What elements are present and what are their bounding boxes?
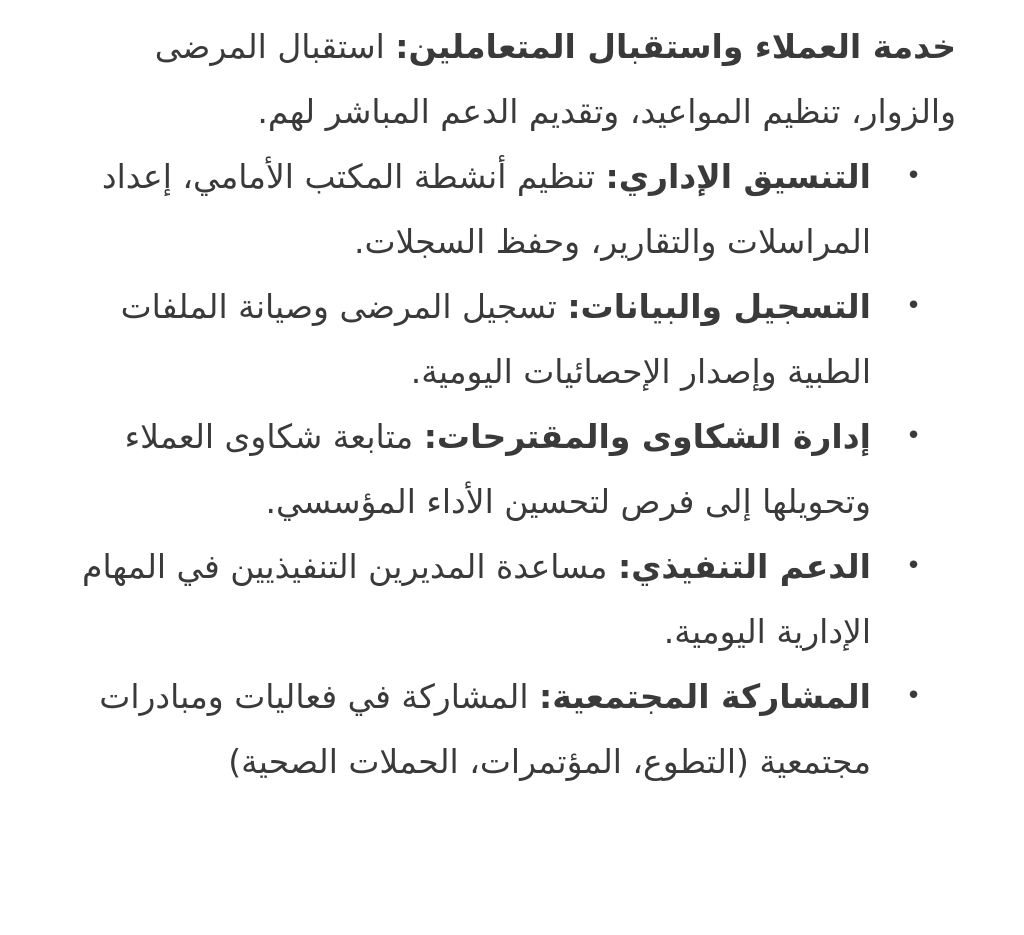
item-heading: الدعم التنفيذي: xyxy=(617,547,871,586)
document-body xyxy=(60,14,956,794)
intro-text: استقبال المرضى والزوار، تنظيم المواعيد، وتقديم الدعم المباشر لهم. xyxy=(154,27,956,131)
bullet-icon: • xyxy=(905,681,922,711)
responsibilities-list xyxy=(60,144,956,794)
item-text: مساعدة المديرين التنفيذيين في المهام الإدارية اليومية. xyxy=(82,547,871,651)
list-item xyxy=(60,274,956,404)
item-text: تسجيل المرضى وصيانة الملفات الطبية وإصدار الإحصائيات اليومية. xyxy=(120,287,871,391)
bullet-icon: • xyxy=(905,551,922,581)
item-heading: التنسيق الإداري: xyxy=(605,157,871,196)
list-item xyxy=(60,404,956,534)
list-item xyxy=(60,534,956,664)
item-text: المشاركة في فعاليات ومبادرات مجتمعية (التطوع، المؤتمرات، الحملات الصحية) xyxy=(99,677,871,781)
list-item xyxy=(60,144,956,274)
bullet-icon: • xyxy=(905,291,922,321)
item-heading: إدارة الشكاوى والمقترحات: xyxy=(423,417,871,456)
intro-paragraph xyxy=(60,14,956,144)
bullet-icon: • xyxy=(905,421,922,451)
item-text: تنظيم أنشطة المكتب الأمامي، إعداد المراسلات والتقارير، وحفظ السجلات. xyxy=(101,157,871,261)
item-heading: التسجيل والبيانات: xyxy=(567,287,871,326)
list-item xyxy=(60,664,956,794)
intro-heading: خدمة العملاء واستقبال المتعاملين: xyxy=(395,27,956,66)
bullet-icon: • xyxy=(905,161,922,191)
item-text: متابعة شكاوى العملاء وتحويلها إلى فرص لتحسين الأداء المؤسسي. xyxy=(124,417,871,521)
item-heading: المشاركة المجتمعية: xyxy=(539,677,871,716)
